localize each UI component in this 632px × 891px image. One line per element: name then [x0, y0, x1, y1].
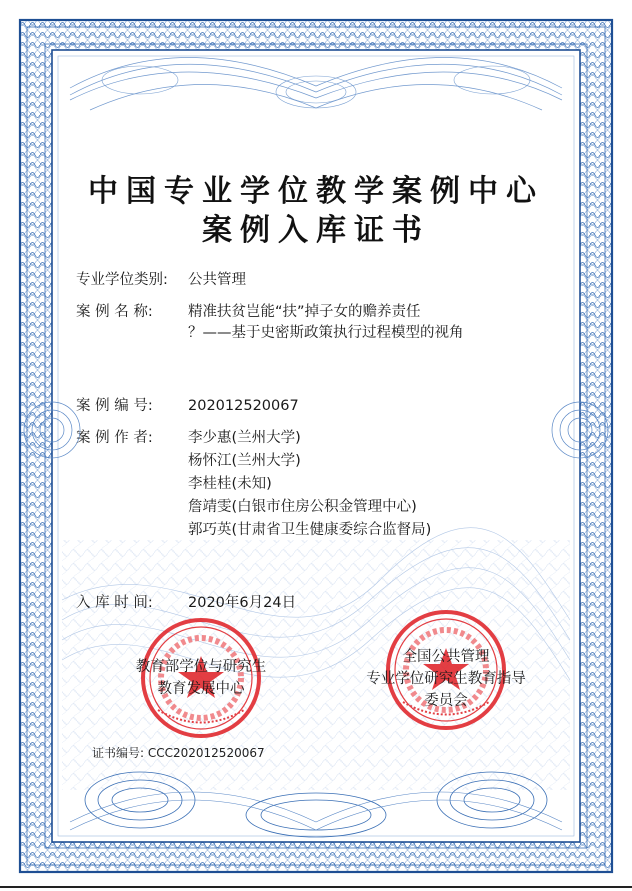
case-name-line-2: ？——基于史密斯政策执行过程模型的视角: [188, 325, 464, 341]
author-4: 詹靖雯(白银市住房公积金管理中心): [188, 499, 417, 515]
left-issuer: [106, 656, 296, 700]
entry-time-value: 2020年6月24日: [188, 595, 297, 611]
case-authors-label: 案 例 作 者:: [76, 430, 153, 446]
case-name-line-1: 精准扶贫岂能“扶”掉子女的赡养责任: [188, 304, 421, 320]
certificate-subtitle: 案例入库证书: [202, 213, 430, 248]
certificate-title: 中国专业学位教学案例中心: [88, 174, 544, 209]
degree-category-label: 专业学位类别:: [76, 272, 168, 288]
left-issuer-line-1: 教育部学位与研究生: [135, 659, 267, 675]
author-2: 杨怀江(兰州大学): [188, 453, 301, 469]
case-number-label: 案 例 编 号:: [76, 398, 153, 414]
certificate-number: 证书编号: CCC202012520067: [92, 746, 265, 760]
right-issuer: [346, 646, 546, 712]
left-issuer-line-2: 教育发展中心: [157, 681, 245, 697]
degree-category-value: 公共管理: [188, 272, 246, 288]
entry-time-label: 入 库 时 间:: [76, 595, 153, 611]
right-issuer-line-2: 专业学位研究生教育指导: [366, 671, 526, 687]
author-1: 李少惠(兰州大学): [188, 430, 301, 446]
right-issuer-line-3: 委员会: [424, 693, 468, 709]
author-5: 郭巧英(甘肃省卫生健康委综合监督局): [188, 522, 432, 538]
author-3: 李桂桂(未知): [188, 476, 272, 492]
case-number-value: 202012520067: [188, 398, 299, 414]
case-name-label: 案 例 名 称:: [76, 304, 153, 320]
right-issuer-line-1: 全国公共管理: [402, 649, 490, 665]
